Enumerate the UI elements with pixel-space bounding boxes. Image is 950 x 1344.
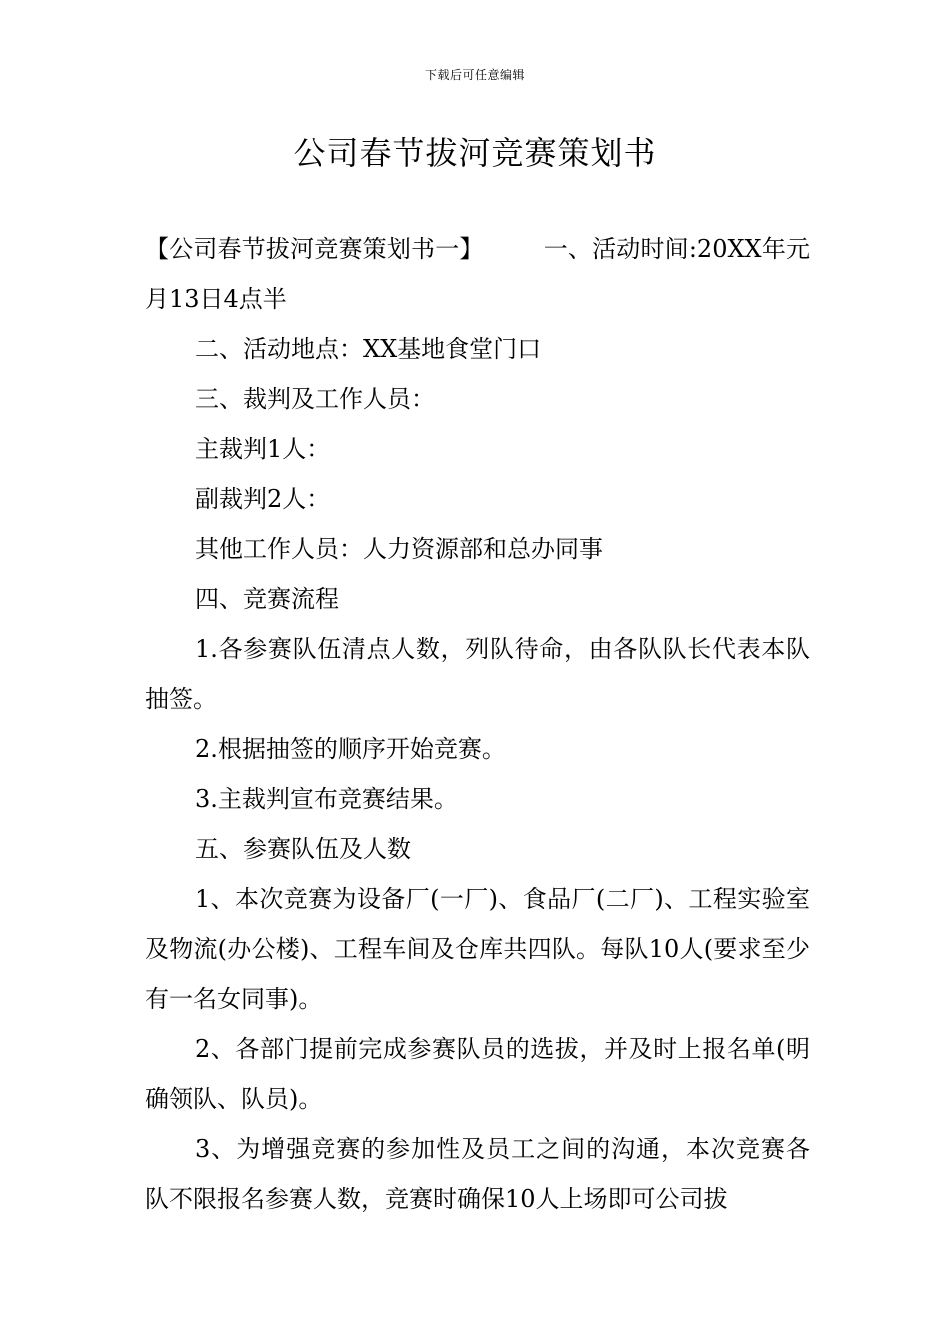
paragraph-8: 1.各参赛队伍清点人数，列队待命，由各队队长代表本队抽签。 <box>145 635 810 713</box>
paragraph-10: 3.主裁判宣布竞赛结果。 <box>195 785 458 813</box>
paragraph-13: 2、各部门提前完成参赛队员的选拔，并及时上报名单(明确领队、队员)。 <box>145 1035 810 1113</box>
section-label: 【公司春节拔河竞赛策划书一】 <box>145 235 484 263</box>
activity-time: 一、活动时间:20XX年元月13日4点半 <box>145 235 811 313</box>
paragraph-1 <box>145 224 810 324</box>
paragraph-5: 副裁判2人： <box>195 485 331 513</box>
paragraph-11: 五、参赛队伍及人数 <box>195 835 411 863</box>
paragraph-2: 二、活动地点：XX基地食堂门口 <box>195 335 542 363</box>
header-note: 下载后可任意编辑 <box>424 68 525 82</box>
paragraph-14: 3、为增强竞赛的参加性及员工之间的沟通，本次竞赛各队不限报名参赛人数，竞赛时确保10人上场即可公司拔 <box>145 1135 810 1213</box>
paragraph-3: 三、裁判及工作人员： <box>195 385 435 413</box>
paragraph-7: 四、竞赛流程 <box>195 585 339 613</box>
paragraph-4: 主裁判1人： <box>195 435 331 463</box>
document-title: 公司春节拔河竞赛策划书 <box>293 134 657 172</box>
paragraph-6: 其他工作人员：人力资源部和总办同事 <box>195 535 603 563</box>
document-body <box>145 224 810 1224</box>
paragraph-9: 2.根据抽签的顺序开始竞赛。 <box>195 735 506 763</box>
paragraph-12: 1、本次竞赛为设备厂(一厂)、食品厂(二厂)、工程实验室及物流(办公楼)、工程车间及仓库共四队。每队10人(要求至少有一名女同事)。 <box>145 885 810 1013</box>
